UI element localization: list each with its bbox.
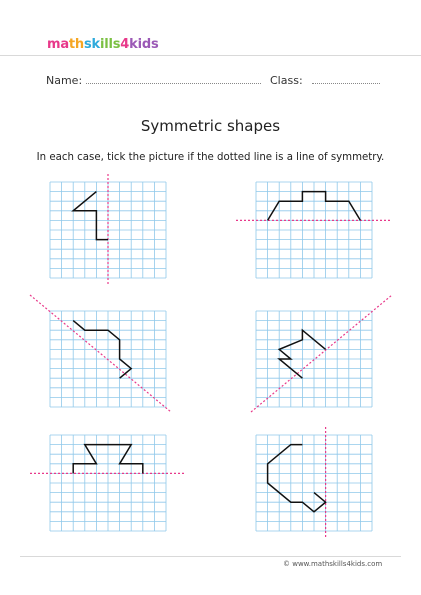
mathskills4kids-logo bbox=[47, 37, 159, 52]
shape-outline bbox=[268, 445, 326, 512]
puzzle-6-grid bbox=[254, 433, 375, 534]
puzzle-1-grid bbox=[48, 180, 169, 281]
class-line[interactable] bbox=[312, 74, 380, 84]
name-field[interactable] bbox=[46, 74, 261, 87]
class-field[interactable] bbox=[270, 74, 380, 87]
instructions: In each case, tick the picture if the dotted line is a line of symmetry. bbox=[36, 152, 385, 163]
logo-part: ills bbox=[99, 37, 121, 52]
puzzle-2-grid bbox=[254, 180, 375, 281]
name-line[interactable] bbox=[86, 74, 261, 84]
logo-part: ma bbox=[47, 37, 69, 52]
footer-copyright: © www.mathskills4kids.com bbox=[283, 560, 383, 568]
logo-part: th bbox=[68, 37, 84, 52]
puzzle-6[interactable] bbox=[254, 433, 375, 534]
logo-part: 4 bbox=[120, 37, 130, 52]
symmetry-line bbox=[251, 295, 392, 412]
puzzle-1[interactable] bbox=[48, 180, 169, 281]
class-label: Class: bbox=[270, 74, 303, 87]
name-label: Name: bbox=[46, 74, 83, 87]
puzzle-5-grid bbox=[48, 433, 169, 534]
puzzle-5[interactable] bbox=[48, 433, 169, 534]
puzzle-4[interactable] bbox=[254, 309, 375, 410]
shape-outline bbox=[73, 192, 108, 240]
puzzle-3-grid bbox=[48, 309, 169, 410]
symmetry-line bbox=[30, 295, 171, 412]
logo-part: kids bbox=[129, 37, 159, 52]
puzzle-2[interactable] bbox=[254, 180, 375, 281]
puzzle-3[interactable] bbox=[48, 309, 169, 410]
puzzle-4-grid bbox=[254, 309, 375, 410]
page-title: Symmetric shapes bbox=[140, 117, 281, 135]
logo-part: sk bbox=[84, 37, 100, 52]
header-divider bbox=[0, 55, 421, 56]
footer-divider bbox=[20, 556, 401, 557]
